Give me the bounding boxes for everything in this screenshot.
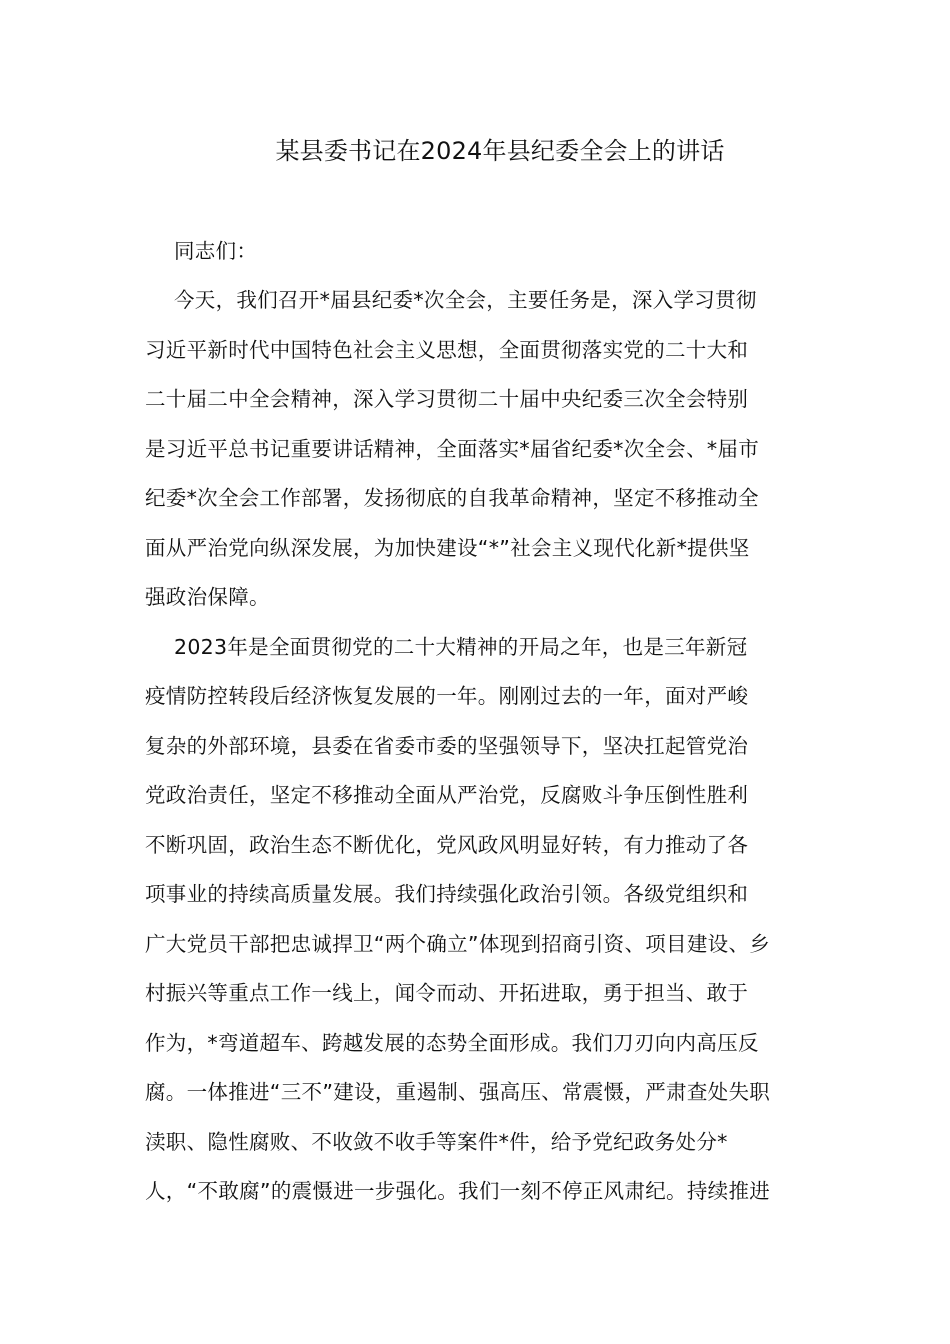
body-line: 复杂的外部环境，县委在省委市委的坚强领导下，坚决扛起管党治 [145, 734, 749, 758]
body-line: 村振兴等重点工作一线上，闻令而动、开拓进取，勇于担当、敢于 [145, 981, 749, 1005]
body-line: 人，“不敢腐”的震慑进一步强化。我们一刻不停正风肃纪。持续推进 [145, 1179, 771, 1203]
document-title: 某县委书记在2024年县纪委全会上的讲话 [275, 137, 725, 165]
body-line: 面从严治党向纵深发展，为加快建设“*”社会主义现代化新*提供坚 [145, 536, 750, 560]
body-line: 2023年是全面贯彻党的二十大精神的开局之年，也是三年新冠 [174, 635, 748, 659]
body-line: 腐。一体推进“三不”建设，重遏制、强高压、常震慑，严肃查处失职 [145, 1080, 771, 1104]
body-line: 今天，我们召开*届县纪委*次全会，主要任务是，深入学习贯彻 [174, 288, 757, 312]
body-line: 不断巩固，政治生态不断优化，党风政风明显好转，有力推动了各 [145, 833, 749, 857]
body-line: 习近平新时代中国特色社会主义思想，全面贯彻落实党的二十大和 [145, 338, 749, 362]
body-line: 强政治保障。 [145, 585, 270, 609]
body-line: 二十届二中全会精神，深入学习贯彻二十届中央纪委三次全会特别 [145, 387, 749, 411]
body-line: 作为，*弯道超车、跨越发展的态势全面形成。我们刀刃向内高压反 [145, 1031, 759, 1055]
body-line: 渎职、隐性腐败、不收敛不收手等案件*件，给予党纪政务处分* [145, 1130, 728, 1154]
body-line: 纪委*次全会工作部署，发扬彻底的自我革命精神，坚定不移推动全 [145, 486, 759, 510]
body-line: 疫情防控转段后经济恢复发展的一年。刚刚过去的一年，面对严峻 [145, 684, 749, 708]
body-line: 党政治责任，坚定不移推动全面从严治党，反腐败斗争压倒性胜利 [145, 783, 749, 807]
body-line: 项事业的持续高质量发展。我们持续强化政治引领。各级党组织和 [145, 882, 749, 906]
salutation: 同志们： [174, 239, 258, 263]
body-line: 是习近平总书记重要讲话精神，全面落实*届省纪委*次全会、*届市 [145, 437, 760, 461]
body-line: 广大党员干部把忠诚捍卫“两个确立”体现到招商引资、项目建设、乡 [145, 932, 771, 956]
